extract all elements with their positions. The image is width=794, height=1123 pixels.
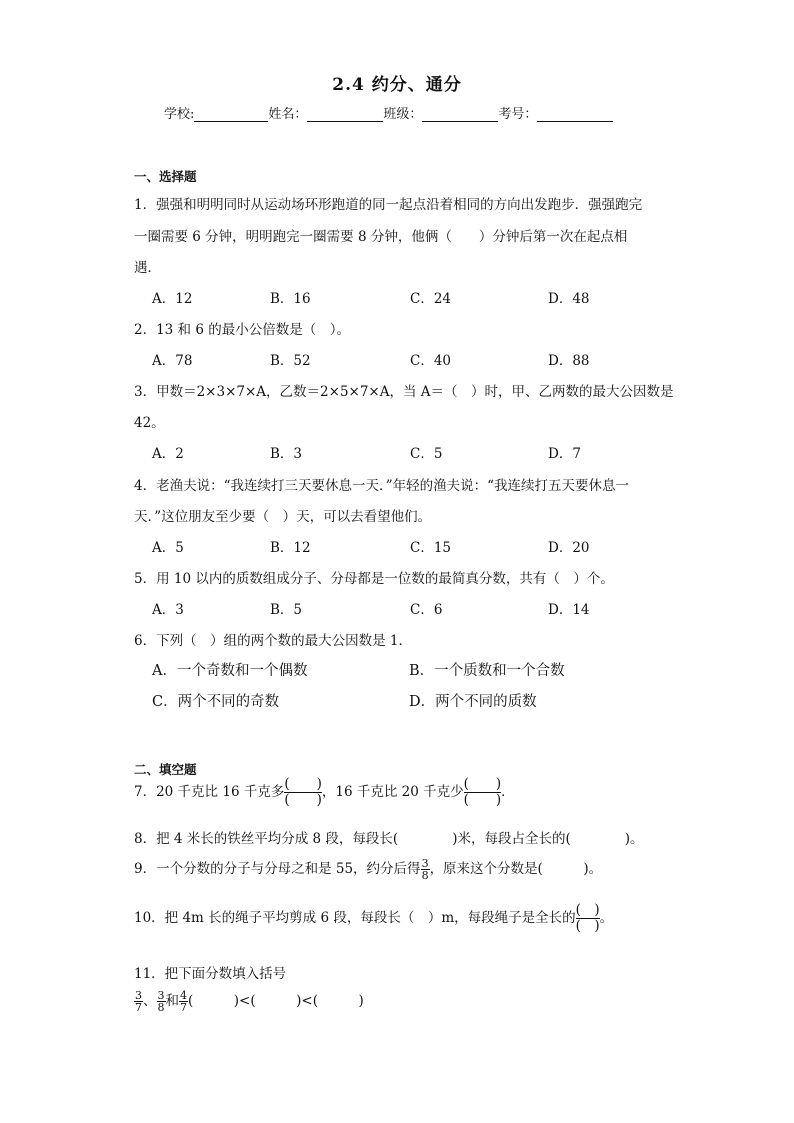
q11-f2-num: 3 — [157, 989, 165, 1002]
q1-line3: 遇． — [134, 260, 161, 276]
q9-part2: ，原来这个分数是( )。 — [429, 861, 603, 877]
q5-line1: 5．用 10 以内的质数组成分子、分母都是一位数的最简真分数，共有（ ）个。 — [134, 571, 614, 587]
q6-option-c[interactable]: C．两个不同的奇数 — [152, 694, 280, 710]
q6-option-d[interactable]: D．两个不同的质数 — [409, 694, 537, 710]
q2-option-c[interactable]: C．40 — [410, 353, 452, 369]
section-heading-fill: 二、填空题 — [134, 762, 197, 777]
q3-option-c[interactable]: C．5 — [410, 446, 443, 462]
q11-line1: 11．把下面分数填入括号 — [134, 966, 287, 982]
q6-option-a[interactable]: A．一个奇数和一个偶数 — [152, 663, 308, 679]
q1-option-b[interactable]: B．16 — [270, 291, 311, 307]
q3-option-a[interactable]: A．2 — [152, 446, 184, 462]
school-label: 学校: — [164, 107, 195, 122]
school-blank[interactable] — [194, 107, 268, 122]
q10-part2: 。 — [599, 909, 614, 926]
q11-sep2: 和 — [165, 993, 179, 1009]
q8: 8．把 4 米长的铁丝平均分成 8 段，每段长( )米，每段占全长的( )。 — [134, 831, 644, 847]
q9-frac-den: 8 — [421, 869, 429, 882]
q1-option-a[interactable]: A．12 — [152, 291, 193, 307]
q10-blank-num: ( ) — [575, 902, 600, 918]
q11-line2 — [134, 989, 364, 1013]
q9 — [134, 857, 602, 881]
q10-part1: 10．把 4m 长的绳子平均剪成 6 段，每段长（ ）m，每段绳子是全长的 — [134, 909, 576, 926]
class-blank[interactable] — [422, 107, 498, 122]
q4-option-b[interactable]: B．12 — [270, 540, 311, 556]
q2-line1: 2．13 和 6 的最小公倍数是（ ）。 — [134, 322, 350, 338]
q2-option-a[interactable]: A．78 — [152, 353, 193, 369]
q11-f3-den: 7 — [180, 1001, 187, 1014]
q5-option-b[interactable]: B．5 — [270, 602, 303, 618]
q7-fraction-blank-1[interactable] — [284, 777, 322, 808]
q3-line2: 42。 — [134, 415, 165, 431]
q7 — [134, 777, 515, 808]
q7-blank2-den: ( ) — [463, 791, 502, 808]
q2-option-b[interactable]: B．52 — [270, 353, 311, 369]
q1-line2: 一圈需要 6 分钟，明明跑完一圈需要 8 分钟，他俩（ ）分钟后第一次在起点相 — [134, 229, 628, 245]
q2-option-d[interactable]: D．88 — [548, 353, 590, 369]
q3-line1: 3．甲数＝2×3×7×A，乙数＝2×5×7×A，当 A＝（ ）时，甲、乙两数的最大公因数是 — [134, 384, 674, 400]
page-title: 2.4 约分、通分 — [332, 75, 462, 95]
q5-option-a[interactable]: A．3 — [152, 602, 184, 618]
q11-fraction-2 — [157, 990, 166, 1013]
number-blank[interactable] — [537, 107, 613, 122]
q10 — [134, 903, 613, 934]
q3-option-b[interactable]: B．3 — [270, 446, 303, 462]
q7-part1: 7．20 千克比 16 千克多 — [134, 783, 285, 800]
q9-fraction — [421, 858, 430, 881]
q7-blank1-den: ( ) — [284, 791, 322, 808]
q11-answer-blanks[interactable]: ( )<( )<( ) — [188, 993, 364, 1009]
q7-part3: ． — [501, 783, 515, 800]
q11-sep1: 、 — [143, 993, 157, 1009]
q11-f2-den: 8 — [157, 1001, 165, 1014]
q1-option-d[interactable]: D．48 — [548, 291, 590, 307]
q6-line1: 6．下列（ ）组的两个数的最大公因数是 1． — [134, 633, 412, 649]
q7-part2: ，16 千克比 20 千克少 — [321, 783, 464, 800]
q9-frac-num: 3 — [421, 857, 429, 870]
q5-option-c[interactable]: C．6 — [410, 602, 443, 618]
name-label: 姓名： — [268, 107, 308, 122]
q1-option-c[interactable]: C．24 — [410, 291, 452, 307]
q4-line2: 天．”这位朋友至少要（ ）天，可以去看望他们。 — [134, 509, 432, 525]
q11-fraction-1 — [134, 990, 143, 1013]
q3-option-d[interactable]: D．7 — [548, 446, 581, 462]
q1-line1: 1．强强和明明同时从运动场环形跑道的同一起点沿着相同的方向出发跑步．强强跑完 — [134, 197, 643, 213]
q10-fraction-blank[interactable] — [576, 903, 600, 934]
q11-f1-den: 7 — [135, 1001, 142, 1014]
section-heading-choice: 一、选择题 — [134, 169, 197, 184]
name-blank[interactable] — [307, 107, 383, 122]
q4-option-a[interactable]: A．5 — [152, 540, 184, 556]
q11-f3-num: 4 — [180, 989, 187, 1002]
q11-fraction-3 — [179, 990, 188, 1013]
q4-line1: 4．老渔夫说：“我连续打三天要休息一天．”年轻的渔夫说：“我连续打五天要休息一 — [134, 478, 630, 494]
q4-option-c[interactable]: C．15 — [410, 540, 452, 556]
q7-fraction-blank-2[interactable] — [464, 777, 502, 808]
class-label: 班级： — [383, 107, 423, 122]
q6-option-b[interactable]: B．一个质数和一个合数 — [409, 663, 565, 679]
number-label: 考号： — [498, 107, 538, 122]
student-info-line — [164, 103, 613, 122]
q9-part1: 9．一个分数的分子与分母之和是 55，约分后得 — [134, 861, 421, 877]
q7-blank2-num: ( ) — [463, 776, 502, 792]
q11-f1-num: 3 — [135, 989, 142, 1002]
q5-option-d[interactable]: D．14 — [548, 602, 590, 618]
q7-blank1-num: ( ) — [284, 776, 322, 792]
q10-blank-den: ( ) — [575, 917, 600, 934]
q4-option-d[interactable]: D．20 — [548, 540, 590, 556]
